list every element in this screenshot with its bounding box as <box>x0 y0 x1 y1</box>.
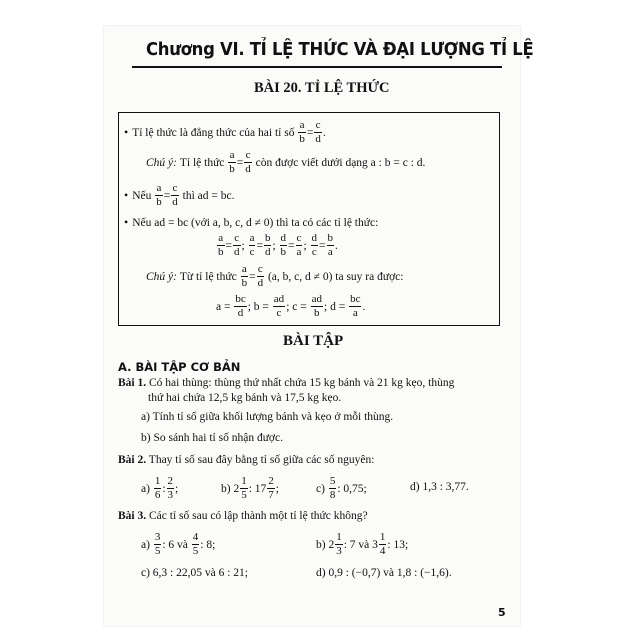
fraction: $\frac{a}{b}$ <box>299 119 305 145</box>
exercise-2-part-a: a) $\frac{1}{6}$ : $\frac{2}{3}$ ; <box>141 475 179 501</box>
fraction: $\frac{a}{b}$ <box>156 182 162 208</box>
exercise-1-line-1: Bài 1. Có hai thùng: thùng thứ nhất chứa 15 kg bánh và 21 kg kẹo, thùng <box>118 377 455 389</box>
theory-bullet-cross-product: • Nếu $\frac{a}{b}$ = $\frac{c}{d}$ thì ad = bc. <box>124 182 235 208</box>
exercise-1-part-a: a) Tính tỉ số giữa khối lượng bánh và kẹo ở mỗi thùng. <box>141 411 394 423</box>
exercise-2-part-b: b) 2 $\frac{1}{5}$ : 17 $\frac{2}{7}$ ; <box>221 475 279 501</box>
exercise-2-part-c: c) $\frac{5}{8}$ : 0,75; <box>316 475 367 501</box>
fraction: $\frac{a}{b}$ <box>229 149 235 175</box>
exercise-3-text: Bài 3. Các tỉ số sau có lập thành một tỉ lệ thức không? <box>118 510 368 522</box>
fraction: $\frac{c}{d}$ <box>315 119 321 145</box>
theory-note-2: Chú ý: Từ tỉ lệ thức $\frac{a}{b}$ = $\frac{c}{d}$ (a, b, c, d ≠ 0) ta suy ra được: <box>146 263 404 289</box>
chapter-rule <box>132 66 502 68</box>
exercises-title: BÀI TẬP <box>283 333 344 349</box>
fraction: $\frac{c}{d}$ <box>257 263 264 289</box>
exercise-3-part-c: c) 6,3 : 22,05 và 6 : 21; <box>141 567 248 579</box>
theory-bullet-definition: • Tỉ lệ thức là đẳng thức của hai tỉ số $\frac{a}{b}$ = $\frac{c}{d}$ . <box>124 119 326 145</box>
lesson-title: BÀI 20. TỈ LỆ THỨC <box>254 80 390 96</box>
theory-note-1: Chú ý: Tỉ lệ thức $\frac{a}{b}$ = $\frac{c}{d}$ còn được viết dưới dạng a : b = c : d. <box>146 149 426 175</box>
chapter-title: Chương VI. TỈ LỆ THỨC VÀ ĐẠI LƯỢNG TỈ LỆ <box>146 40 534 60</box>
fraction: $\frac{c}{d}$ <box>245 149 251 175</box>
section-title: A. BÀI TẬP CƠ BẢN <box>118 360 241 374</box>
exercise-3-part-a: a) $\frac{3}{5}$ : 6 và $\frac{4}{5}$ : 8; <box>141 531 216 557</box>
exercise-3-part-b: b) 2 $\frac{1}{3}$ : 7 và 3 $\frac{1}{4}$ : 13; <box>316 531 409 557</box>
page-number: 5 <box>498 606 506 619</box>
theory-derived-equalities: a = $\frac{bc}{d}$ ; b = $\frac{ad}{c}$ ; c = $\frac{ad}{b}$ ; d = $\frac{bc}{a}$ . <box>216 293 366 319</box>
exercise-2-text: Bài 2. Thay tỉ số sau đây bằng tỉ số giữa các số nguyên: <box>118 454 375 466</box>
fraction: $\frac{c}{d}$ <box>172 182 178 208</box>
exercise-2-part-d: d) 1,3 : 3,77. <box>410 481 469 493</box>
bullet-icon: • <box>124 215 129 229</box>
bullet-icon: • <box>124 188 129 202</box>
exercise-1-line-2: thứ hai chứa 12,5 kg bánh và 17,5 kg kẹo. <box>148 392 342 404</box>
fraction: $\frac{a}{b}$ <box>241 263 248 289</box>
bullet-icon: • <box>124 125 129 139</box>
exercise-3-part-d: d) 0,9 : (−0,7) và 1,8 : (−1,6). <box>316 567 452 579</box>
exercise-1-part-b: b) So sánh hai tỉ số nhận được. <box>141 432 283 444</box>
theory-proportions-list: $\frac{a}{b}$ = $\frac{c}{d}$ ; $\frac{a}{c}$ = $\frac{b}{d}$ ; $\frac{d}{b}$ = $\frac{c}{a}$ ; $\frac{d}{c}$ = $\frac{b}{a}$ . <box>218 232 338 258</box>
theory-bullet-converse: • Nếu ad = bc (với a, b, c, d ≠ 0) thì ta có các tỉ lệ thức: <box>124 215 379 229</box>
